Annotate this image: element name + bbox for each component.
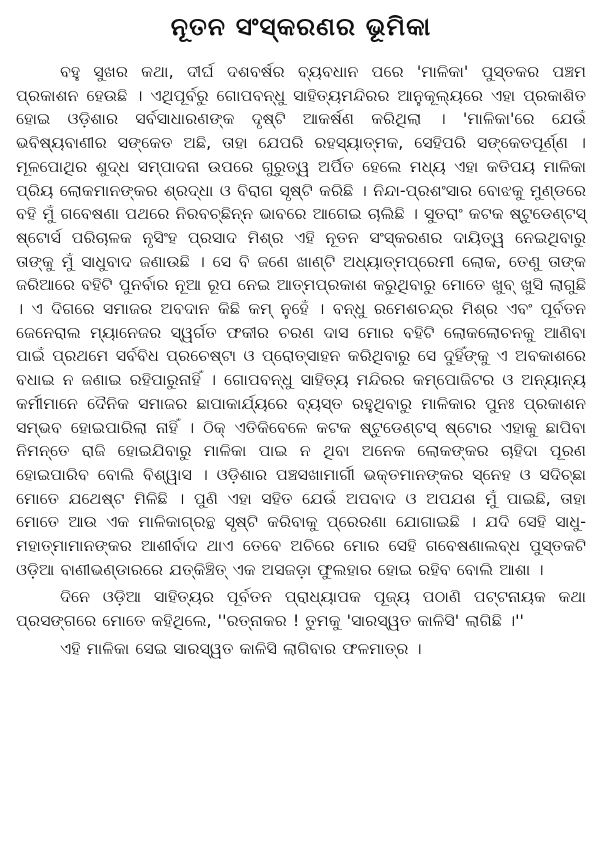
paragraph-1: ବହୁ ସୁଖର କଥା, ଦୀର୍ଘ ଦଶବର୍ଷର ବ୍ୟବଧାନ ପରେ 'ମାଳିକା' ପୁସ୍ତକର ପଞ୍ଚମ ପ୍ରକାଶନ ହେଉଛି । ଏଥିପୂର୍ବରୁ ଗୋପବନ୍ଧୁ ସାହିତ୍ୟମନ୍ଦିରର ଆନୁକୂଲ୍ୟରେ ଏହା ପ୍ରକାଶିତ ହୋଇ ଓଡ଼ିଶାର ସର୍ବସାଧାରଣଙ୍କ ଦୃଷ୍ଟି ଆକର୍ଷଣ କରିଥିଲା । 'ମାଳିକା'ରେ ଯେଉଁ ଭବିଷ୍ୟବାଣୀର ସଙ୍କେତ ଅଛି, ତାହା ଯେପରି ରହସ୍ୟାତ୍ମକ, ସେହିପରି ସଙ୍କେତପୂର୍ଣ୍ଣ । ମୂଳପୋଥିର ଶୁଦ୍ଧ ସମ୍ପାଦନା ଉପରେ ଗୁରୁତ୍ୱ ଅର୍ପିତ ହେଲେ ମଧ୍ୟ ଏହା କତିପୟ ମାଳିକା ପ୍ରିୟ ଲୋକମାନଙ୍କର ଶ୍ରଦ୍ଧା ଓ ବିରାଗ ସୃଷ୍ଟି କରିଛି । ନିନ୍ଦା-ପ୍ରଶଂସାର ବୋଝକୁ ମୁଣ୍ଡରେ ବହି ମୁଁ ଗବେଷଣା ପଥରେ ନିରବଚ୍ଛିନ୍ନ ଭାବରେ ଆଗେଇ ଚାଲିଛି । ସୁତରାଂ କଟକ ଷ୍ଟୁଡେଣ୍ଟସ୍ ଷ୍ଟୋର୍ସ ପରିଚାଳକ ନୃସିଂହ ପ୍ରସାଦ ମିଶ୍ର ଏହି ନୂତନ ସଂସ୍କରଣର ଦାୟିତ୍ୱ ନେଇଥିବାରୁ ତାଙ୍କୁ ମୁଁ ସାଧୁବାଦ ଜଣାଉଛି । ସେ ବି ଜଣେ ଖାଣ୍ଟି ଅଧ୍ୟାତ୍ମପ୍ରେମୀ ଲୋକ, ତେଣୁ ତାଙ୍କ ଜରିଆରେ ବହିଟି ପୁନର୍ବାର ନୂଆ ରୂପ ନେଇ ଆତ୍ମପ୍ରକାଶ କରୁଥିବାରୁ ମୋତେ ଖୁବ୍ ଖୁସି ଲାଗୁଛି । ଏ ଦିଗରେ ସମାଜର ଅବଦାନ କିଛି କମ୍ ନୁହେଁ । ବନ୍ଧୁ ରମେଶଚନ୍ଦ୍ର ମିଶ୍ର ଏବଂ ପୂର୍ବତନ ଜେନେରାଲ ମ୍ୟାନେଜର ସ୍ୱର୍ଗତ ଫକୀର ଚରଣ ଦାସ ମୋର ବହିଟି ଲୋକଲୋଚନକୁ ଆଣିବା ପାଇଁ ପ୍ରଥମେ ସର୍ବବିଧ ପ୍ରଚେଷ୍ଟା ଓ ପ୍ରୋତ୍ସାହନ କରିଥିବାରୁ ସେ ଦୁହିଁଙ୍କୁ ଏ ଅବକାଶରେ ବଧାଇ ନ ଜଣାଇ ରହିପାରୁନାହିଁ । ଗୋପବନ୍ଧୁ ସାହିତ୍ୟ ମନ୍ଦିରର କମ୍ପୋଜିଟର ଓ ଅନ୍ୟାନ୍ୟ କର୍ମୀମାନେ ଦୈନିକ ସମାଜର ଛାପାକାର୍ଯ୍ୟରେ ବ୍ୟସ୍ତ ରହୁଥିବାରୁ ମାଳିକାର ପୁନଃ ପ୍ରକାଶନ ସମ୍ଭବ ହୋଇପାରିଲା ନାହିଁ । ଠିକ୍ ଏତିକିବେଳେ କଟକ ଷ୍ଟୁଡେଣ୍ଟସ୍ ଷ୍ଟୋର ଏହାକୁ ଛାପିବା ନିମନ୍ତେ ରାଜି ହୋଇଯିବାରୁ ମାଳିକା ପାଇ ନ ଥିବା ଅନେକ ଲୋକଙ୍କର ଚାହିଦା ପୂରଣ ହୋଇପାରିବ ବୋଲି ବିଶ୍ୱାସ । ଓଡ଼ିଶାର ପଞ୍ଚସଖାମାର୍ଗୀ ଭକ୍ତମାନଙ୍କର ସ୍ନେହ ଓ ସଦିଚ୍ଛା ମୋତେ ଯଥେଷ୍ଟ ମିଳିଛି । ପୁଣି ଏହା ସହିତ ଯେଉଁ ଅପବାଦ ଓ ଅପଯଶ ମୁଁ ପାଇଛି, ତାହା ମୋତେ ଆଉ ଏକ ମାଳିକାଗ୍ରନ୍ଥ ସୃଷ୍ଟି କରିବାକୁ ପ୍ରେରଣା ଯୋଗାଇଛି । ଯଦି ସେହି ସାଧୁ-ମହାତ୍ମାମାନଙ୍କର ଆଶୀର୍ବାଦ ଥାଏ ତେବେ ଅଚିରେ ମୋର ସେହି ଗବେଷଣାଲବ୍ଧ ପୁସ୍ତକଟି ଓଡ଼ିଆ ବାଣୀଭଣ୍ଡାରରେ ଯତ୍‌କିଞ୍ଚିତ୍ ଏକ ଅସଜଡ଼ା ଫୁଲହାର ହୋଇ ରହିବ ବୋଲି ଆଶା । [16, 62, 586, 579]
paragraph-2: ଦିନେ ଓଡ଼ିଆ ସାହିତ୍ୟର ପୂର୍ବତନ ପ୍ରାଧ୍ୟାପକ ପୂଜ୍ୟ ପଠାଣି ପଟ୍ଟନାୟକ କଥା ପ୍ରସଙ୍ଗରେ ମୋତେ କହିଥିଲେ, ''ରତ୍ନାକର ! ତୁମକୁ 'ସାରସ୍ୱତ କାଳିସି' ଲାଗିଛି ।'' [16, 587, 586, 631]
paragraph-3: ଏହି ମାଳିକା ସେଇ ସାରସ୍ୱତ କାଳିସି ଲାଗିବାର ଫଳମାତ୍ର । [60, 638, 422, 658]
page-title: ନୂତନ ସଂସ୍କରଣର ଭୂମିକା [170, 12, 432, 41]
